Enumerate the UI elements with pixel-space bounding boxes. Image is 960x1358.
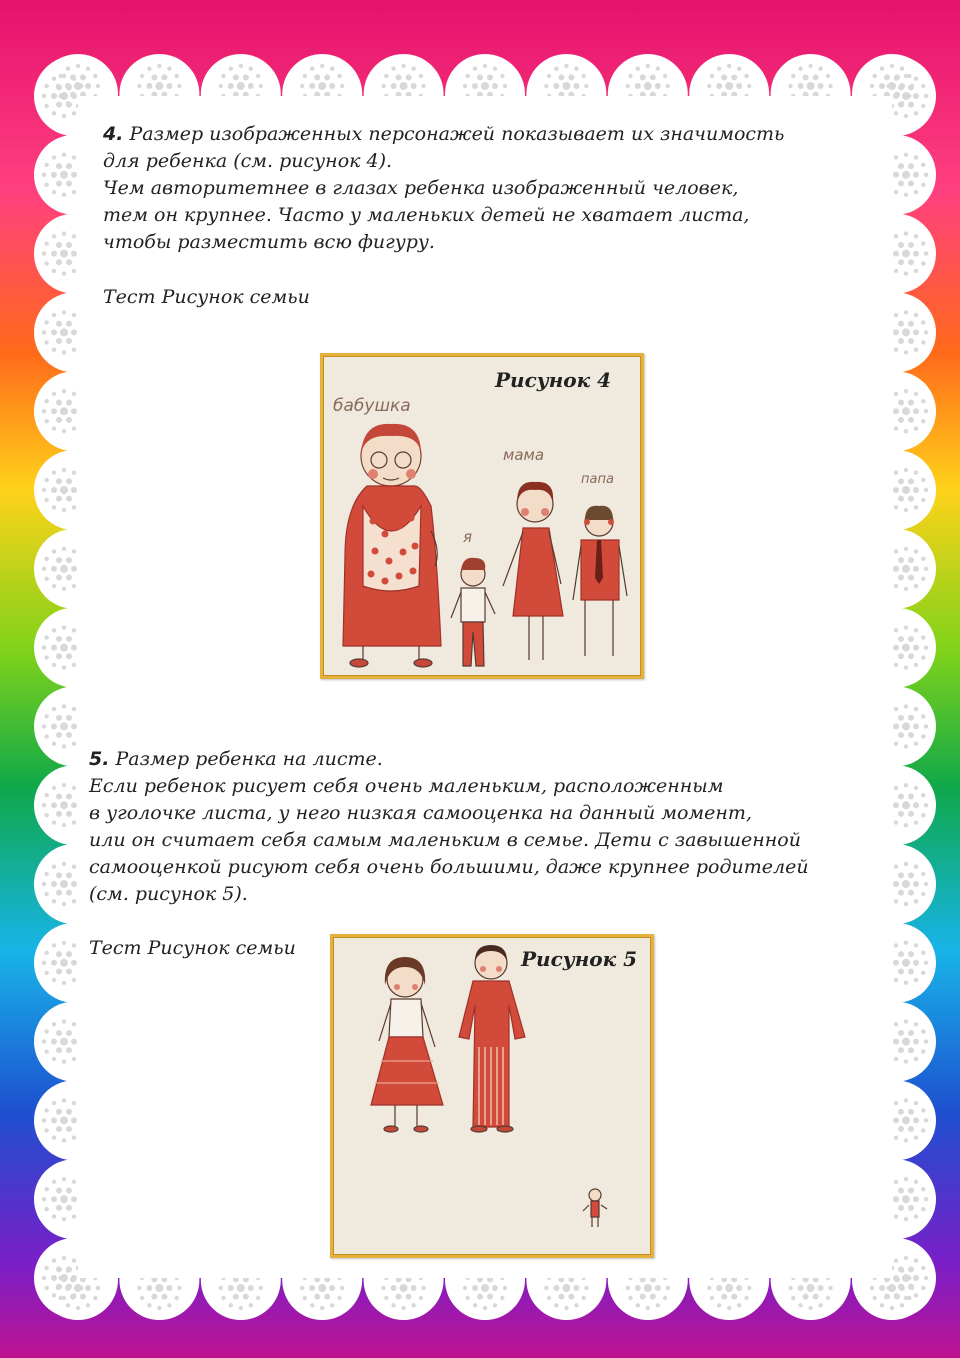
section-5-text: [89, 746, 889, 908]
mom-figure: [503, 482, 563, 660]
section-4-number: 4.: [103, 123, 124, 145]
label-me: я: [463, 528, 473, 546]
tiny-child-figure: [583, 1189, 607, 1227]
section-5-number: 5.: [89, 748, 110, 770]
section-5-line-4: или он считает себя самым маленьким в семье. Дети с завышенной: [89, 829, 801, 851]
figure-5-drawing: [333, 937, 651, 1255]
section-4-line-5: чтобы разместить всю фигуру.: [103, 231, 435, 253]
figure-4-drawing: [323, 356, 641, 676]
section-5-line-1: Размер ребенка на листе.: [115, 748, 383, 770]
section-4-line-4: тем он крупнее. Часто у маленьких детей не хватает листа,: [103, 204, 750, 226]
figure-4: [320, 353, 644, 679]
dad-figure: [573, 506, 627, 656]
child-figure: [451, 558, 495, 666]
figure-5-title: Рисунок 5: [521, 947, 638, 971]
section-5-line-6: (см. рисунок 5).: [89, 883, 248, 905]
section-4-text: [103, 121, 883, 256]
section-4-line-1: Размер изображенных персонажей показывает их значимость: [129, 123, 785, 145]
label-dad: папа: [581, 472, 614, 487]
section-4-line-3: Чем авторитетнее в глазах ребенка изображенный человек,: [103, 177, 739, 199]
label-mom: мама: [503, 446, 545, 464]
section-4-test-label: Тест Рисунок семьи: [103, 286, 310, 308]
section-4-line-2: для ребенка (см. рисунок 4).: [103, 150, 393, 172]
figure-4-title: Рисунок 4: [495, 368, 612, 392]
label-grandma: бабушка: [333, 396, 411, 416]
section-5-line-5: самооценкой рисуют себя очень большими, даже крупнее родителей: [89, 856, 809, 878]
section-5-test-label: Тест Рисунок семьи: [89, 937, 296, 959]
mother-figure: [371, 957, 443, 1132]
section-5-line-3: в уголочке листа, у него низкая самооценка на данный момент,: [89, 802, 752, 824]
father-figure: [459, 945, 525, 1132]
figure-5: [330, 934, 654, 1258]
section-5-line-2: Если ребенок рисует себя очень маленьким, расположенным: [89, 775, 724, 797]
grandma-figure: [343, 424, 441, 667]
